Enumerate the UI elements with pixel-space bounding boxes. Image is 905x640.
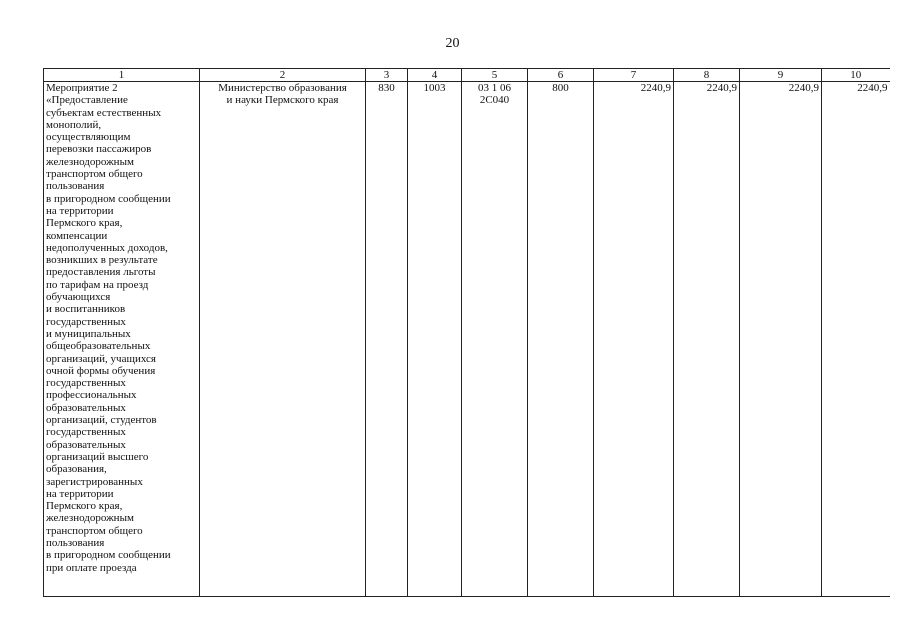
text-line: в пригородном сообщении	[46, 549, 171, 562]
text-line: очной формы обучения	[46, 364, 156, 377]
table-row	[44, 82, 890, 597]
text-line: транспортом общего	[46, 524, 143, 537]
text-line: пользования	[46, 536, 105, 549]
text-line: профессиональных	[46, 389, 137, 402]
header-col-6: 6	[528, 69, 594, 82]
amount-col-9: 2240,9	[740, 82, 822, 597]
header-col-3: 3	[366, 69, 408, 82]
header-col-4: 4	[408, 69, 462, 82]
text-line: организаций, учащихся	[46, 352, 156, 365]
text-line: обучающихся	[46, 291, 111, 304]
text-line: и науки Пермского края	[226, 94, 339, 107]
text-line: железнодорожным	[46, 155, 134, 168]
responsible-executor	[202, 82, 363, 107]
header-col-7: 7	[594, 69, 674, 82]
text-line: Мероприятие 2	[46, 82, 118, 94]
amount-col-7: 2240,9	[594, 82, 674, 597]
amount-col-10: 2240,9	[822, 82, 890, 597]
page-number: 20	[445, 36, 460, 51]
header-col-8: 8	[674, 69, 740, 82]
budget-table	[43, 68, 890, 597]
text-line: при оплате проезда	[46, 561, 137, 574]
amount-col-8: 2240,9	[674, 82, 740, 597]
text-line: на территории	[46, 487, 114, 500]
text-line: компенсации	[46, 229, 108, 242]
text-line: и муниципальных	[46, 327, 131, 340]
text-line: общеобразовательных	[46, 340, 151, 353]
header-col-2: 2	[200, 69, 366, 82]
text-line: организаций высшего	[46, 450, 149, 463]
text-line: образовательных	[46, 401, 126, 414]
header-col-9: 9	[740, 69, 822, 82]
text-line: организаций, студентов	[46, 414, 157, 427]
text-line: Министерство образования	[218, 82, 347, 94]
code-col-6: 800	[528, 82, 594, 597]
text-line: перевозки пассажиров	[46, 143, 152, 156]
text-line: зарегистрированных	[46, 475, 143, 488]
text-line: Пермского края,	[46, 217, 123, 230]
text-line: и воспитанников	[46, 303, 126, 316]
text-line: «Предоставление	[46, 94, 128, 107]
text-line: субъектам естественных	[46, 106, 162, 119]
text-line: возникших в результате	[46, 254, 158, 267]
code-col-4: 1003	[408, 82, 462, 597]
text-line: предоставления льготы	[46, 266, 156, 279]
code-col-5	[464, 82, 525, 107]
text-line: по тарифам на проезд	[46, 278, 149, 291]
text-line: в пригородном сообщении	[46, 192, 171, 205]
text-line: образования,	[46, 463, 107, 476]
header-row	[44, 69, 890, 82]
code-col-3: 830	[366, 82, 408, 597]
header-col-5: 5	[462, 69, 528, 82]
text-line: железнодорожным	[46, 512, 134, 525]
responsible-executor-cell	[200, 82, 366, 597]
text-line: 03 1 06	[478, 82, 511, 94]
text-line: недополученных доходов,	[46, 241, 168, 254]
text-line: транспортом общего	[46, 168, 143, 181]
header-col-1: 1	[44, 69, 200, 82]
activity-description-cell	[44, 82, 200, 597]
text-line: осуществляющим	[46, 131, 131, 144]
text-line: пользования	[46, 180, 105, 193]
text-line: Пермского края,	[46, 500, 123, 513]
text-line: образовательных	[46, 438, 126, 451]
code-col-5-cell	[462, 82, 528, 597]
text-line: государственных	[46, 377, 126, 390]
text-line: государственных	[46, 315, 126, 328]
text-line: государственных	[46, 426, 126, 439]
text-line: 2С040	[479, 94, 510, 107]
text-line: на территории	[46, 204, 114, 217]
text-line: монополий,	[46, 118, 102, 131]
header-col-10: 10	[822, 69, 890, 82]
activity-description	[46, 82, 197, 574]
